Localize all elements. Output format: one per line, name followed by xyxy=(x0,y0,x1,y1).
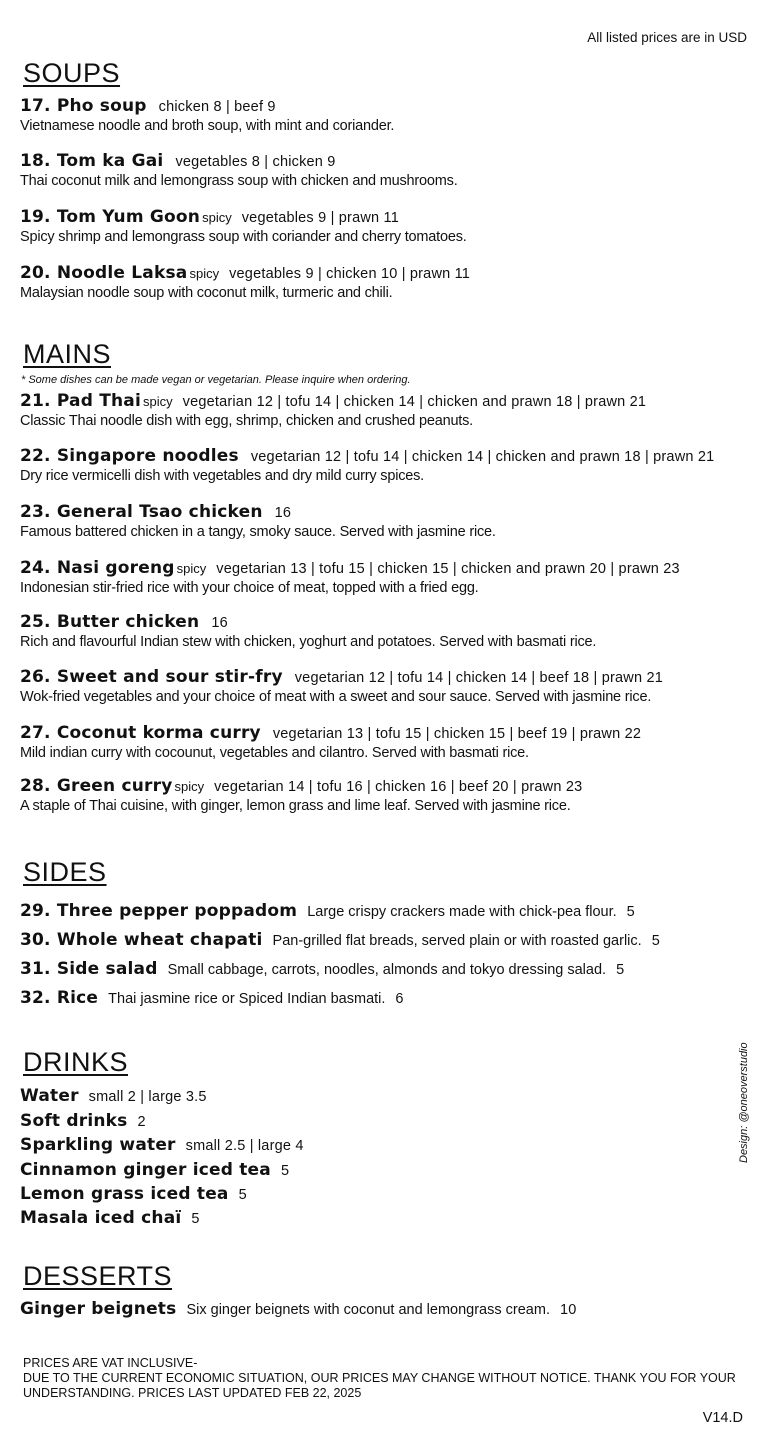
item-name: 31. Side salad xyxy=(20,959,158,979)
item-price: 5 xyxy=(616,962,625,978)
menu-item xyxy=(20,1300,760,1320)
item-price: vegetarian 12 | tofu 14 | chicken 14 | beef 18 | prawn 21 xyxy=(294,670,663,686)
menu-item xyxy=(20,447,760,485)
item-description: Thai jasmine rice or Spiced Indian basmati. xyxy=(108,991,386,1007)
item-name: Masala iced chaï xyxy=(20,1208,182,1228)
spicy-label: spicy xyxy=(174,779,205,794)
item-name: 19. Tom Yum Goon xyxy=(20,207,201,227)
menu-item xyxy=(20,152,760,190)
item-price: vegetables 8 | chicken 9 xyxy=(175,154,336,170)
menu-item xyxy=(20,392,760,430)
section-title-sides: SIDES xyxy=(23,857,107,887)
item-description: Six ginger beignets with coconut and lemongrass cream. xyxy=(186,1302,550,1318)
item-price: vegetarian 13 | tofu 15 | chicken 15 | beef 19 | prawn 22 xyxy=(272,726,642,742)
section-title-mains: MAINS xyxy=(23,339,112,369)
menu-item xyxy=(20,1112,760,1132)
item-description: Pan-grilled flat breads, served plain or with roasted garlic. xyxy=(272,933,642,949)
item-price: 5 xyxy=(280,1163,290,1179)
item-name: 20. Noodle Laksa xyxy=(20,263,188,283)
menu-item xyxy=(20,902,760,922)
menu-item xyxy=(20,931,760,951)
item-price: small 2.5 | large 4 xyxy=(185,1138,304,1154)
item-price: vegetables 9 | chicken 10 | prawn 11 xyxy=(229,266,471,282)
item-name: 23. General Tsao chicken xyxy=(20,502,263,522)
section-title-drinks: DRINKS xyxy=(23,1047,129,1077)
item-description: Indonesian stir-fried rice with your choice of meat, topped with a fried egg. xyxy=(20,580,479,596)
item-price: 2 xyxy=(137,1114,146,1130)
item-price: 10 xyxy=(559,1302,577,1318)
item-description: A staple of Thai cuisine, with ginger, lemon grass and lime leaf. Served with jasmine rice. xyxy=(20,798,571,814)
spicy-label: spicy xyxy=(202,210,232,225)
item-description: Famous battered chicken in a tangy, smoky sauce. Served with jasmine rice. xyxy=(20,524,496,540)
menu-item xyxy=(20,724,760,762)
menu-item xyxy=(20,208,760,246)
item-name: Water xyxy=(20,1086,79,1106)
item-name: Soft drinks xyxy=(20,1111,128,1131)
item-description: Wok-fried vegetables and your choice of meat with a sweet and sour sauce. Served with jasmine rice. xyxy=(20,689,652,705)
item-description: Spicy shrimp and lemongrass soup with coriander and cherry tomatoes. xyxy=(20,229,467,245)
design-credit: Design: @oneoverstudio xyxy=(738,1042,750,1163)
item-price: vegetarian 12 | tofu 14 | chicken 14 | chicken and prawn 18 | prawn 21 xyxy=(182,394,647,410)
item-description: Rich and flavourful Indian stew with chicken, yoghurt and potatoes. Served with basmati rice. xyxy=(20,634,597,650)
item-price: small 2 | large 3.5 xyxy=(88,1089,207,1105)
item-name: 24. Nasi goreng xyxy=(20,558,175,578)
spicy-label: spicy xyxy=(189,266,220,281)
item-description: Small cabbage, carrots, noodles, almonds and tokyo dressing salad. xyxy=(167,962,607,978)
item-name: Cinnamon ginger iced tea xyxy=(20,1160,271,1180)
item-price: 16 xyxy=(274,505,292,521)
item-name: Sparkling water xyxy=(20,1135,176,1155)
item-name: 18. Tom ka Gai xyxy=(20,151,164,171)
item-price: 5 xyxy=(651,933,660,949)
item-price: vegetarian 12 | tofu 14 | chicken 14 | chicken and prawn 18 | prawn 21 xyxy=(250,449,715,465)
item-name: 28. Green curry xyxy=(20,776,173,796)
price-change-note: DUE TO THE CURRENT ECONOMIC SITUATION, OUR PRICES MAY CHANGE WITHOUT NOTICE. THANK YOU FOR YOUR UNDERSTANDING. PRICES LAST UPDATED FEB 22, 2025 xyxy=(23,1371,736,1400)
item-description: Vietnamese noodle and broth soup, with mint and coriander. xyxy=(20,118,395,134)
currency-note: All listed prices are in USD xyxy=(587,30,747,45)
menu-item xyxy=(20,960,760,980)
menu-item xyxy=(20,97,760,135)
item-description: Dry rice vermicelli dish with vegetables and dry mild curry spices. xyxy=(20,468,425,484)
item-name: 25. Butter chicken xyxy=(20,612,200,632)
menu-item xyxy=(20,777,760,815)
section-title-soups: SOUPS xyxy=(23,58,121,88)
menu-item xyxy=(20,1161,760,1181)
menu-item xyxy=(20,503,760,541)
item-price: chicken 8 | beef 9 xyxy=(158,99,276,115)
item-name: 27. Coconut korma curry xyxy=(20,723,261,743)
item-price: vegetarian 13 | tofu 15 | chicken 15 | chicken and prawn 20 | prawn 23 xyxy=(216,561,680,577)
menu-item xyxy=(20,613,760,651)
item-description: Classic Thai noodle dish with egg, shrimp, chicken and crushed peanuts. xyxy=(20,413,474,429)
item-name: 30. Whole wheat chapati xyxy=(20,930,263,950)
item-price: vegetarian 14 | tofu 16 | chicken 16 | beef 20 | prawn 23 xyxy=(214,779,583,795)
menu-item xyxy=(20,559,760,597)
item-price: 5 xyxy=(626,904,635,920)
spicy-label: spicy xyxy=(176,561,207,576)
item-name: 26. Sweet and sour stir-fry xyxy=(20,667,283,687)
item-name: 29. Three pepper poppadom xyxy=(20,901,298,921)
menu-item xyxy=(20,1087,760,1107)
version-label: V14.D xyxy=(702,1410,743,1426)
footer-notice xyxy=(23,1356,743,1401)
menu-item xyxy=(20,1209,760,1229)
menu-item xyxy=(20,989,760,1009)
item-description: Malaysian noodle soup with coconut milk, turmeric and chili. xyxy=(20,285,393,301)
item-description: Thai coconut milk and lemongrass soup with chicken and mushrooms. xyxy=(20,173,458,189)
vat-note: PRICES ARE VAT INCLUSIVE- xyxy=(23,1356,198,1370)
item-name: 17. Pho soup xyxy=(20,96,147,116)
item-name: 22. Singapore noodles xyxy=(20,446,239,466)
section-title-desserts: DESSERTS xyxy=(23,1261,173,1291)
item-name: 21. Pad Thai xyxy=(20,391,141,411)
item-price: 6 xyxy=(395,991,404,1007)
menu-item xyxy=(20,264,760,302)
item-name: Lemon grass iced tea xyxy=(20,1184,229,1204)
dietary-note: * Some dishes can be made vegan or vegetarian. Please inquire when ordering. xyxy=(21,374,411,386)
item-price: 5 xyxy=(191,1211,200,1227)
item-description: Large crispy crackers made with chick-pea flour. xyxy=(307,904,617,920)
menu-item xyxy=(20,668,760,706)
item-description: Mild indian curry with cocounut, vegetables and cilantro. Served with basmati rice. xyxy=(20,745,529,761)
menu-item xyxy=(20,1185,760,1205)
item-price: 16 xyxy=(211,615,228,631)
spicy-label: spicy xyxy=(143,394,173,409)
menu-item xyxy=(20,1136,760,1156)
item-name: 32. Rice xyxy=(20,988,99,1008)
item-price: vegetables 9 | prawn 11 xyxy=(241,210,399,226)
item-name: Ginger beignets xyxy=(20,1299,177,1319)
item-price: 5 xyxy=(238,1187,247,1203)
